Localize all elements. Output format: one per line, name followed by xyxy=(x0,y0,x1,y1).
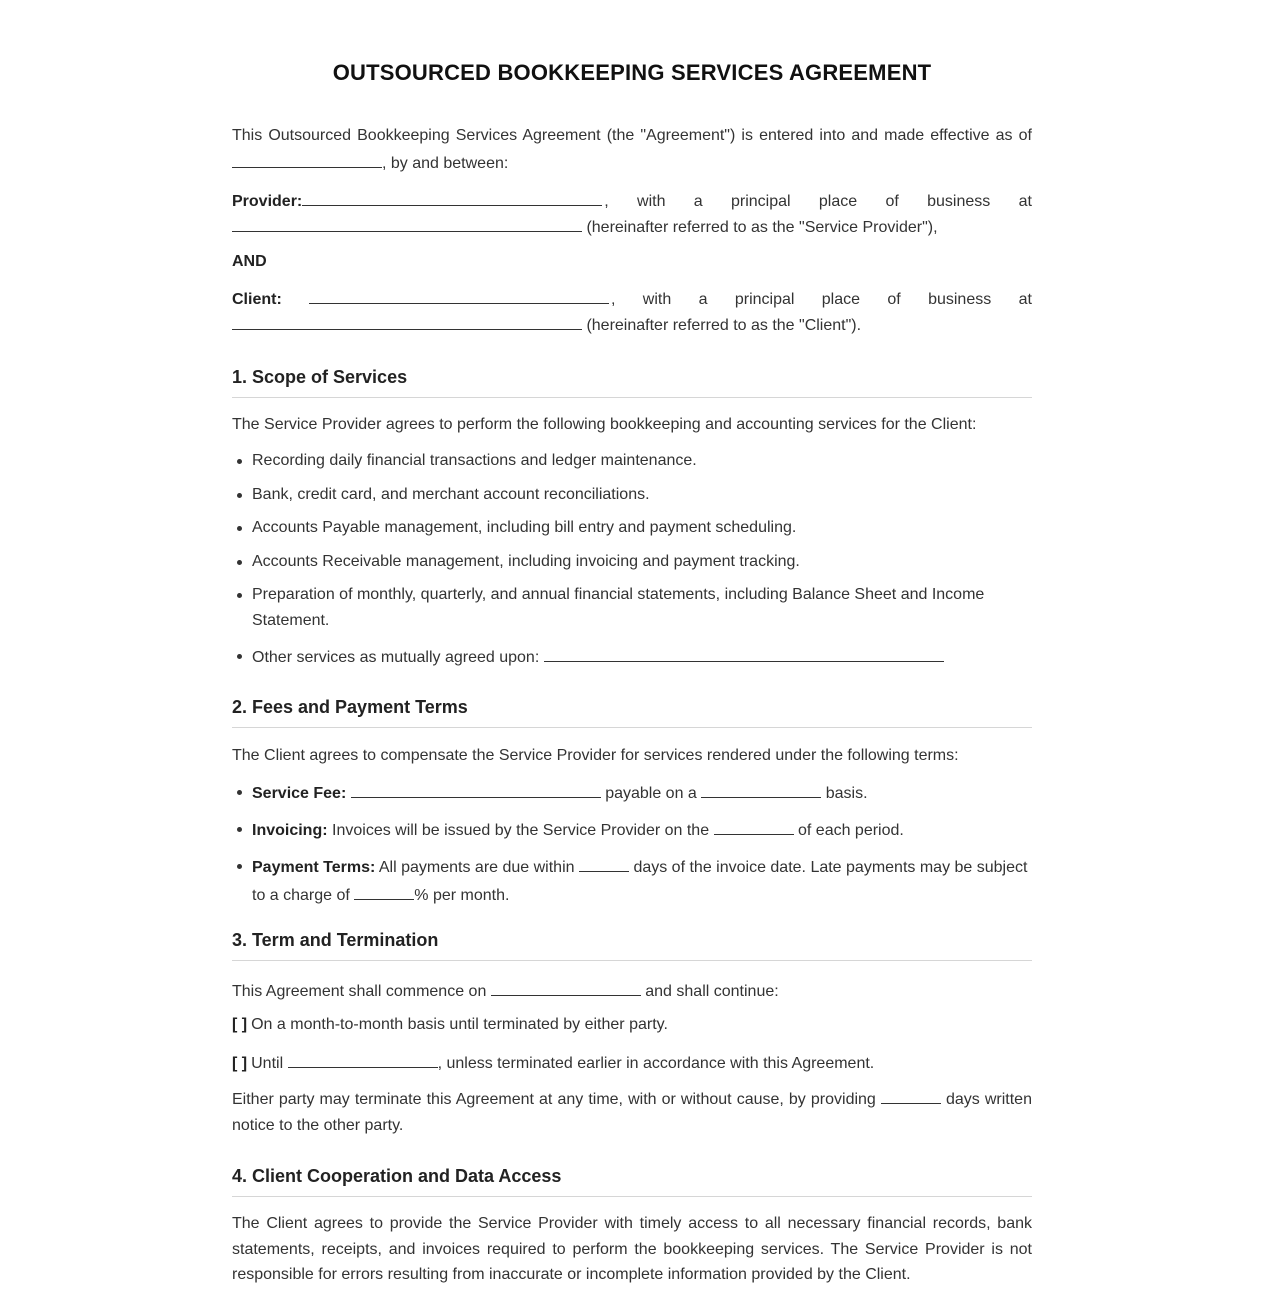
client-with: , with a principal place of business at xyxy=(611,291,1032,308)
fees-intro: The Client agrees to compensate the Service Provider for services rendered under the following terms: xyxy=(232,747,959,764)
list-item xyxy=(232,779,1032,807)
intro-tail: , by and between: xyxy=(382,155,509,172)
checkbox[interactable]: [ ] xyxy=(232,1055,248,1072)
checkbox[interactable]: [ ] xyxy=(232,1016,248,1033)
section-heading: 4. Client Cooperation and Data Access xyxy=(232,1166,1032,1197)
section-heading: 1. Scope of Services xyxy=(232,367,1032,398)
client-block xyxy=(232,285,1032,339)
client-name-blank[interactable] xyxy=(309,285,609,304)
option-monthly-text: On a month-to-month basis until terminated by either party. xyxy=(251,1016,668,1033)
invoice-day-blank[interactable] xyxy=(714,816,794,835)
notice-days-blank[interactable] xyxy=(881,1085,941,1104)
invoicing-text: Invoices will be issued by the Service Provider on the xyxy=(332,822,710,839)
document-title: OUTSOURCED BOOKKEEPING SERVICES AGREEMENT xyxy=(332,60,932,85)
late-charge-blank[interactable] xyxy=(354,881,414,900)
list-item: Accounts Payable management, including bill entry and payment scheduling. xyxy=(232,515,1032,541)
section-scope xyxy=(232,367,1032,398)
list-item xyxy=(232,853,1032,909)
intro-text: This Outsourced Bookkeeping Services Agreement (the "Agreement") is entered into and made effective as of xyxy=(232,127,1032,144)
payment-mid-text: days of the invoice date. Late payments may be subject to a charge of xyxy=(252,859,1028,904)
commence-date-blank[interactable] xyxy=(491,977,641,996)
payment-days-blank[interactable] xyxy=(579,853,629,872)
scope-list xyxy=(232,448,1032,671)
other-services-text: Other services as mutually agreed upon: xyxy=(252,649,540,666)
provider-name-blank[interactable] xyxy=(302,187,602,206)
section-heading: 3. Term and Termination xyxy=(232,930,1032,961)
payment-terms-text: All payments are due within xyxy=(378,859,575,876)
list-item xyxy=(232,643,1032,671)
payment-terms-label: Payment Terms: xyxy=(252,859,376,876)
term-commence xyxy=(232,977,1032,1005)
provider-address-blank[interactable] xyxy=(232,213,582,232)
and-label: AND xyxy=(232,253,267,270)
intro-paragraph xyxy=(232,123,1032,177)
service-fee-blank[interactable] xyxy=(351,779,601,798)
list-item: Accounts Receivable management, including invoicing and payment tracking. xyxy=(232,549,1032,575)
client-address-blank[interactable] xyxy=(232,311,582,330)
provider-label: Provider: xyxy=(232,193,303,210)
section-fees xyxy=(232,697,1032,728)
section-heading: 2. Fees and Payment Terms xyxy=(232,697,1032,728)
provider-ref: (hereinafter referred to as the "Service Provider"), xyxy=(586,219,938,236)
continue-text: and shall continue: xyxy=(645,983,779,1000)
notice-tail: days written notice to the other party. xyxy=(232,1091,1032,1134)
invoicing-end-text: of each period. xyxy=(798,822,904,839)
scope-intro: The Service Provider agrees to perform the following bookkeeping and accounting services for the Client: xyxy=(232,416,977,433)
notice-text: Either party may terminate this Agreement at any time, with or without cause, by providing xyxy=(232,1091,876,1108)
fee-end-text: basis. xyxy=(825,785,868,802)
invoicing-label: Invoicing: xyxy=(252,822,328,839)
effective-date-blank[interactable] xyxy=(232,149,382,168)
termination-notice xyxy=(232,1085,1032,1139)
list-item: Recording daily financial transactions and ledger maintenance. xyxy=(232,448,1032,474)
cooperation-text: The Client agrees to provide the Service Provider with timely access to all necessary financial records, bank statements, receipts, and invoices required to perform the bookkeeping services. The Service Provider is not responsible for errors resulting from inaccurate or incomplete information provided by the Client. xyxy=(232,1215,1032,1283)
service-fee-label: Service Fee: xyxy=(252,785,347,802)
list-item: Preparation of monthly, quarterly, and annual financial statements, including Balance Sheet and Income Statement. xyxy=(232,582,1012,634)
list-item: Bank, credit card, and merchant account reconciliations. xyxy=(232,482,1032,508)
end-date-blank[interactable] xyxy=(288,1049,438,1068)
term-option-monthly[interactable] xyxy=(232,1012,1032,1038)
section-cooperation xyxy=(232,1166,1032,1197)
other-services-blank[interactable] xyxy=(544,643,944,662)
provider-block xyxy=(232,187,1032,241)
provider-with: , with a principal place of business at xyxy=(604,193,1032,210)
client-label: Client: xyxy=(232,291,282,308)
term-option-until[interactable] xyxy=(232,1049,1032,1077)
client-ref: (hereinafter referred to as the "Client"). xyxy=(586,317,862,334)
payment-end-text: % per month. xyxy=(414,887,510,904)
option-until-text: Until xyxy=(251,1055,284,1072)
section-term xyxy=(232,930,1032,961)
commence-text: This Agreement shall commence on xyxy=(232,983,487,1000)
fees-list xyxy=(232,779,1032,909)
fee-basis-blank[interactable] xyxy=(701,779,821,798)
fee-mid-text: payable on a xyxy=(605,785,697,802)
list-item xyxy=(232,816,1032,844)
option-until-tail: , unless terminated earlier in accordance with this Agreement. xyxy=(437,1055,875,1072)
